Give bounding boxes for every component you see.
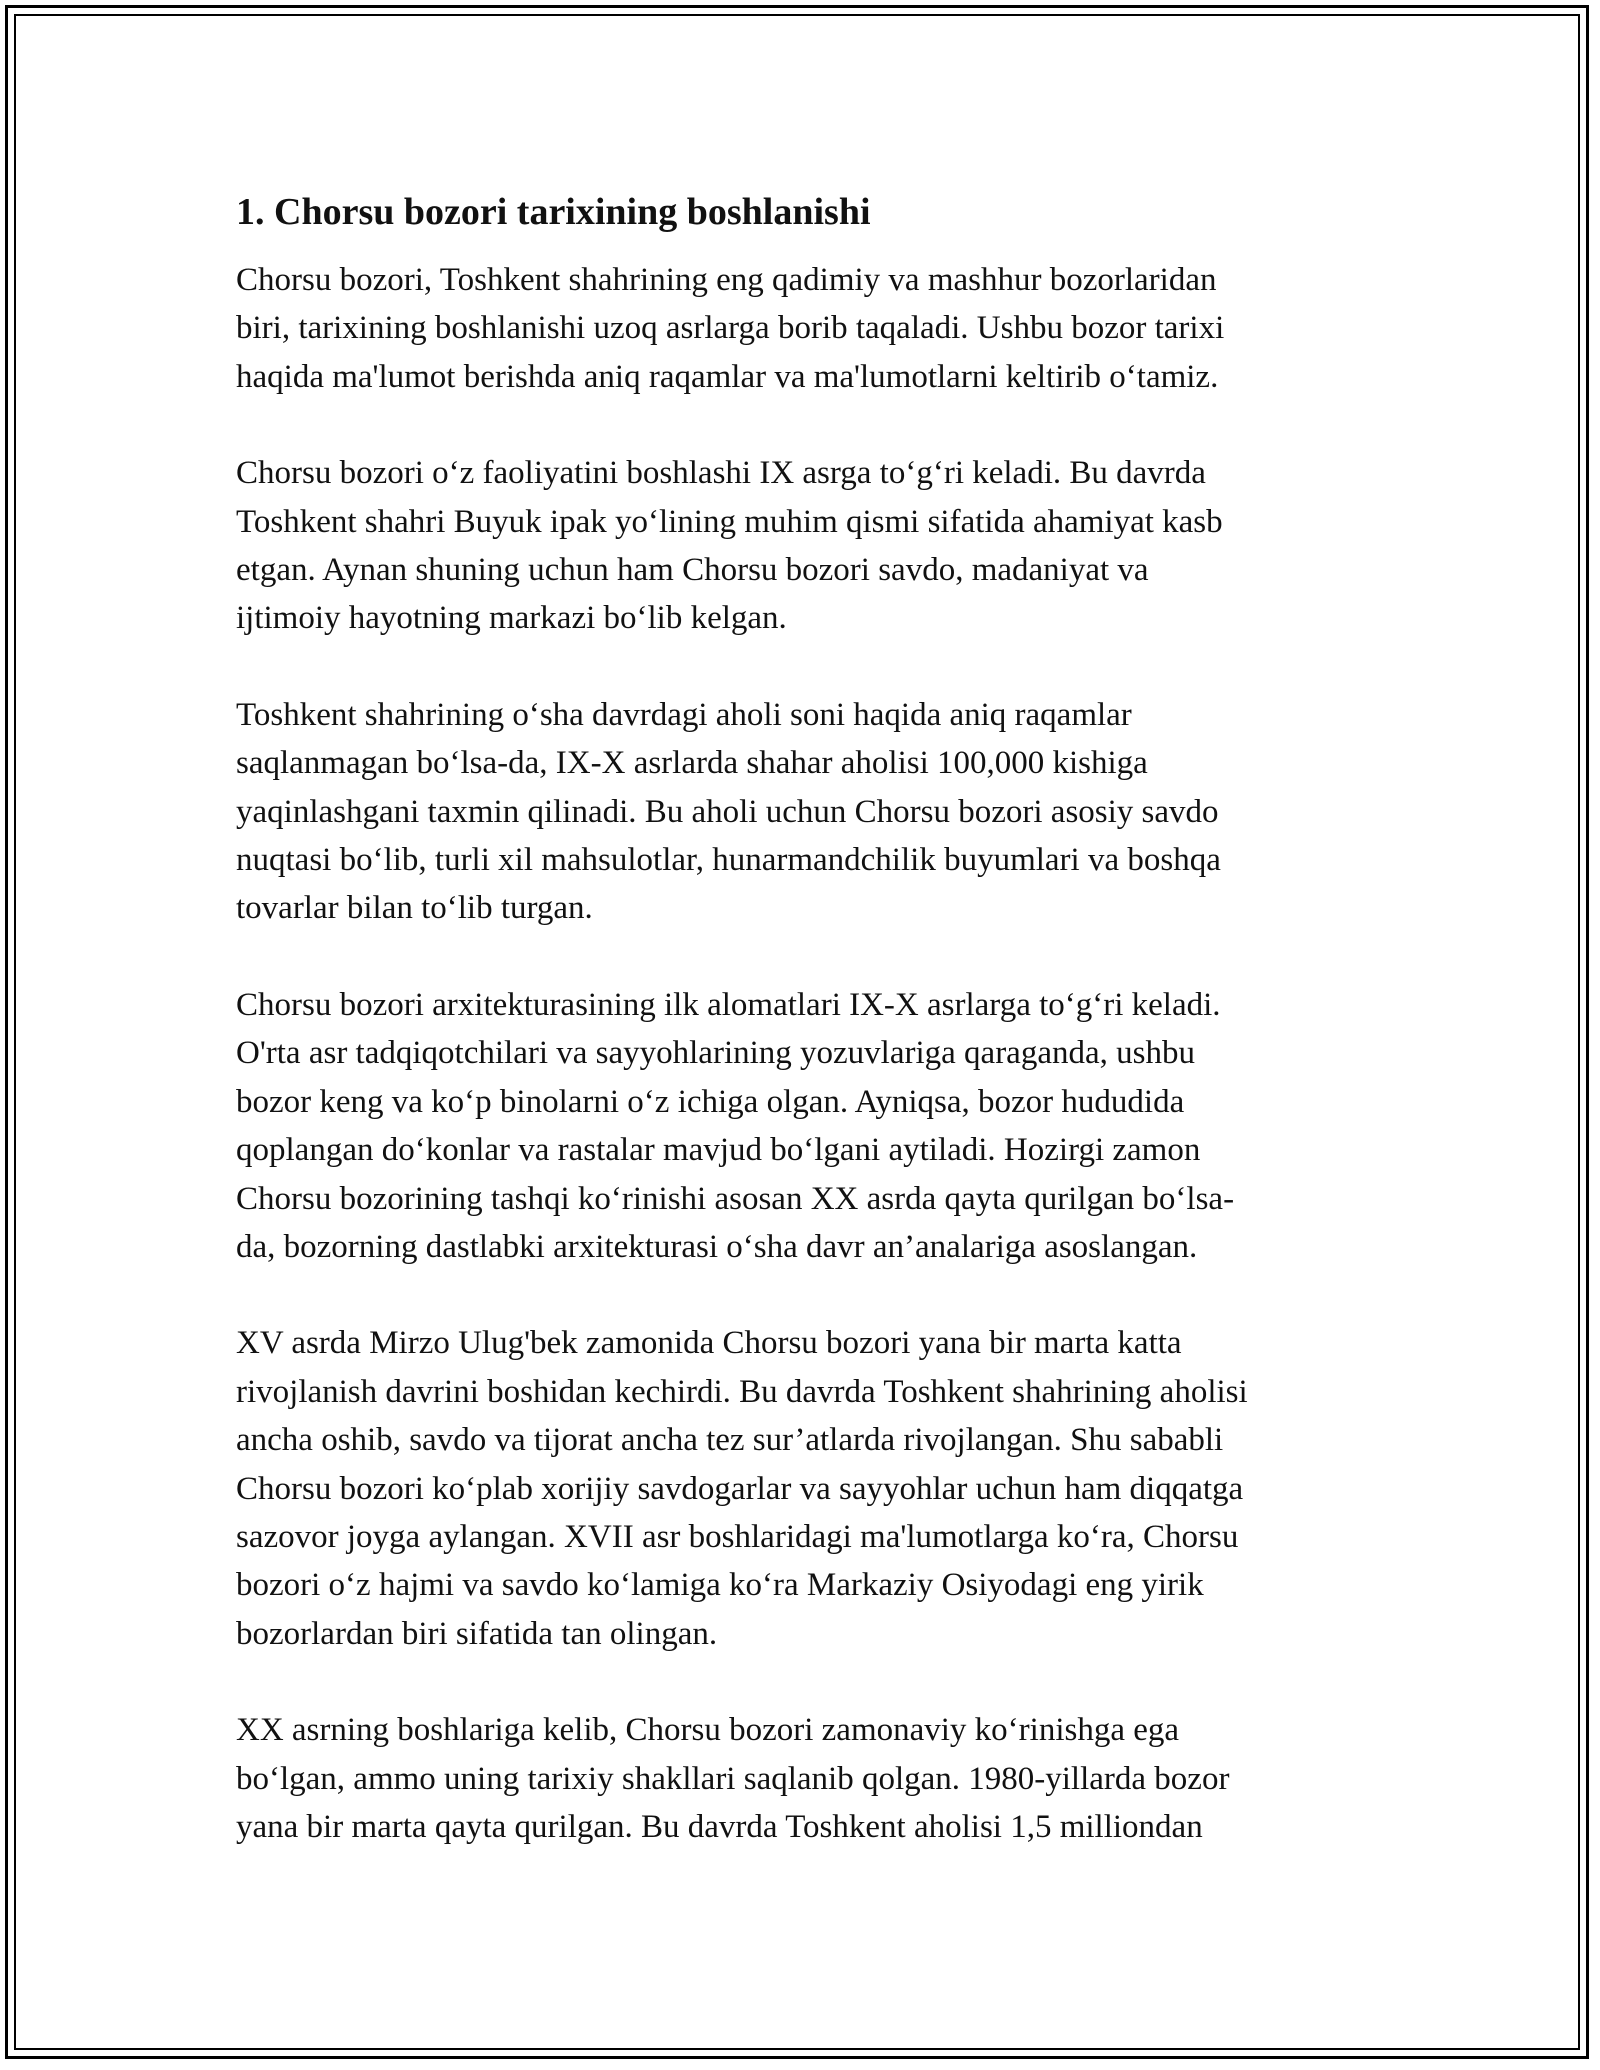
text-line: Chorsu bozori o‘z faoliyatini boshlashi IX asrga to‘g‘ri keladi. Bu davrda — [236, 455, 1206, 492]
text-line: qoplangan do‘konlar va rastalar mavjud bo‘lgani aytiladi. Hozirgi zamon — [236, 1132, 1201, 1169]
text-line: saqlanmagan bo‘lsa-da, IX-X asrlarda shahar aholisi 100,000 kishiga — [236, 745, 1148, 782]
document-body — [236, 188, 1364, 1851]
text-line: ijtimoiy hayotning markazi bo‘lib kelgan. — [236, 600, 787, 637]
text-line: XX asrning boshlariga kelib, Chorsu bozori zamonaviy ko‘rinishga ega — [236, 1712, 1180, 1749]
text-line: nuqtasi bo‘lib, turli xil mahsulotlar, hunarmandchilik buyumlari va boshqa — [236, 842, 1221, 879]
text-line: bozor keng va ko‘p binolarni o‘z ichiga olgan. Ayniqsa, bozor hududida — [236, 1083, 1185, 1120]
paragraph — [236, 256, 1364, 401]
text-line: etgan. Aynan shuning uchun ham Chorsu bozori savdo, madaniyat va — [236, 552, 1149, 589]
paragraph — [236, 449, 1364, 643]
paragraph — [236, 691, 1364, 933]
text-line: Toshkent shahri Buyuk ipak yo‘lining muhim qismi sifatida ahamiyat kasb — [236, 503, 1223, 540]
paragraph — [236, 1706, 1364, 1851]
text-line: rivojlanish davrini boshidan kechirdi. Bu davrda Toshkent shahrining aholisi — [236, 1373, 1248, 1410]
section-heading: 1. Chorsu bozori tarixining boshlanishi — [236, 191, 871, 233]
text-line: Chorsu bozori arxitekturasining ilk alomatlari IX-X asrlarga to‘g‘ri keladi. — [236, 986, 1221, 1023]
text-line: Toshkent shahrining o‘sha davrdagi aholi soni haqida aniq raqamlar — [236, 696, 1132, 733]
text-line: O'rta asr tadqiqotchilari va sayyohlarining yozuvlariga qaraganda, ushbu — [236, 1035, 1195, 1072]
text-line: sazovor joyga aylangan. XVII asr boshlaridagi ma'lumotlarga ko‘ra, Chorsu — [236, 1518, 1239, 1555]
text-line: bozorlardan biri sifatida tan olingan. — [236, 1615, 718, 1652]
text-line: ancha oshib, savdo va tijorat ancha tez sur’atlarda rivojlangan. Shu sababli — [236, 1422, 1224, 1459]
text-line: yana bir marta qayta qurilgan. Bu davrda Toshkent aholisi 1,5 milliondan — [236, 1808, 1203, 1845]
text-line: Chorsu bozori ko‘plab xorijiy savdogarlar va sayyohlar uchun ham diqqatga — [236, 1470, 1244, 1507]
text-line: da, bozorning dastlabki arxitekturasi o‘sha davr an’analariga asoslangan. — [236, 1228, 1198, 1265]
text-line: Chorsu bozorining tashqi ko‘rinishi asosan XX asrda qayta qurilgan bo‘lsa- — [236, 1180, 1235, 1217]
text-line: bozori o‘z hajmi va savdo ko‘lamiga ko‘ra Markaziy Osiyodagi eng yirik — [236, 1567, 1204, 1604]
text-line: haqida ma'lumot berishda aniq raqamlar va ma'lumotlarni keltirib o‘tamiz. — [236, 358, 1219, 395]
text-line: XV asrda Mirzo Ulug'bek zamonida Chorsu bozori yana bir marta katta — [236, 1325, 1182, 1362]
text-line: yaqinlashgani taxmin qilinadi. Bu aholi uchun Chorsu bozori asosiy savdo — [236, 793, 1219, 830]
paragraph — [236, 981, 1364, 1271]
text-line: bo‘lgan, ammo uning tarixiy shakllari saqlanib qolgan. 1980-yillarda bozor — [236, 1760, 1230, 1797]
text-line: Chorsu bozori, Toshkent shahrining eng qadimiy va mashhur bozorlaridan — [236, 262, 1217, 298]
text-line: biri, tarixining boshlanishi uzoq asrlarga borib taqaladi. Ushbu bozor tarixi — [236, 310, 1225, 347]
text-line: tovarlar bilan to‘lib turgan. — [236, 890, 593, 927]
paragraph — [236, 1319, 1364, 1658]
